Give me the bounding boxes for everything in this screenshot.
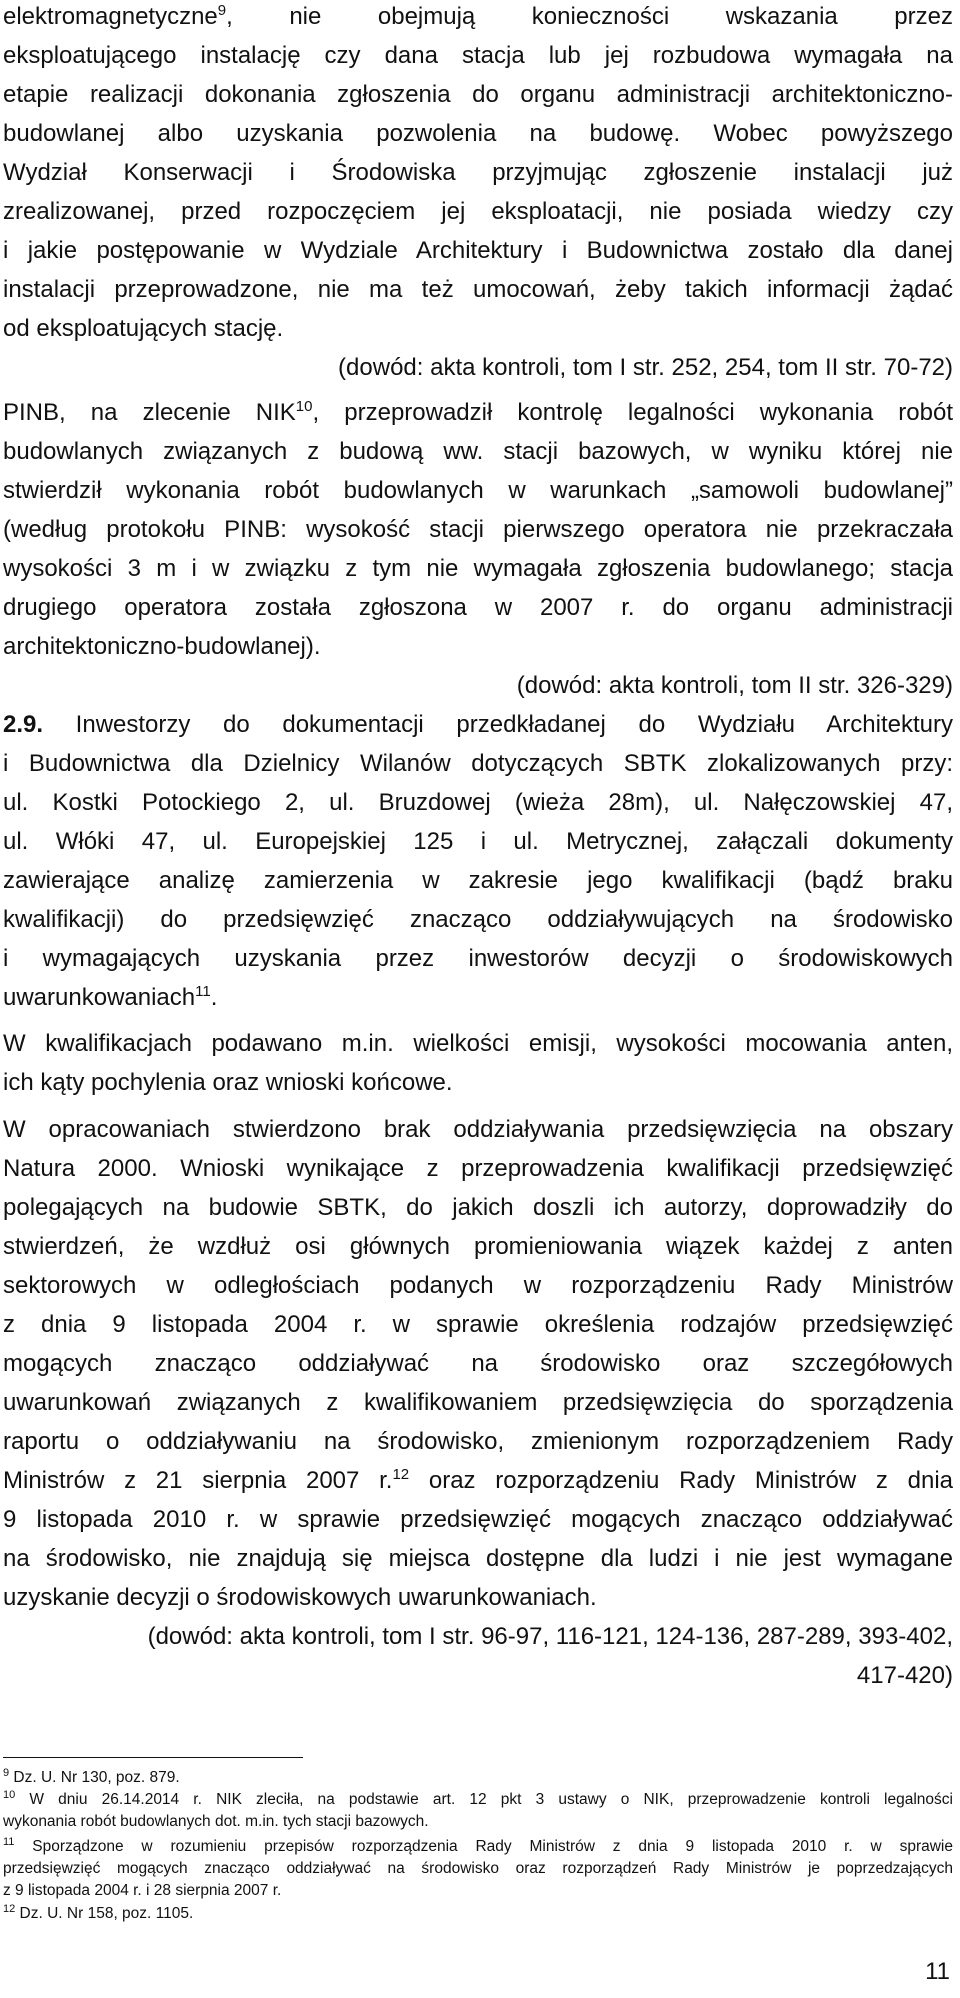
footnote-separator (3, 1757, 303, 1758)
footnote-number: 10 (3, 1789, 16, 1801)
text-line: i wymagających uzyskania przez inwestorów decyzji o środowiskowych (3, 945, 953, 972)
text-line: i jakie postępowanie w Wydziale Architektury i Budownictwa zostało dla danej (3, 237, 953, 264)
text-line: (dowód: akta kontroli, tom I str. 96-97, 116-121, 124-136, 287-289, 393-402, (147, 1623, 953, 1650)
text-line: uzyskanie decyzji o środowiskowych uwarunkowaniach. (3, 1584, 597, 1611)
footnote-ref[interactable]: 10 (295, 398, 313, 415)
footnote-number: 12 (3, 1903, 16, 1915)
text-line: budowlanej albo uzyskania pozwolenia na budowę. Wobec powyższego (3, 120, 953, 147)
footnote-line: z 9 listopada 2004 r. i 28 sierpnia 2007 r. (3, 1882, 282, 1899)
text-line: PINB, na zlecenie NIK$^{10}$, przeprowadził kontrolę legalności wykonania robót (3, 398, 953, 426)
text-line: uwarunkowaniach$^{11}$. (3, 983, 218, 1011)
text-line: ul. Włóki 47, ul. Europejskiej 125 i ul. Metrycznej, załączali dokumenty (3, 828, 953, 855)
footnote-ref[interactable]: 11 (195, 983, 211, 1000)
text-line: elektromagnetyczne$^9$, nie obejmują konieczności wskazania przez (3, 2, 953, 30)
text-line: raportu o oddziaływaniu na środowisko, zmienionym rozporządzeniem Rady (3, 1428, 953, 1455)
text-line: budowlanych związanych z budową ww. stacji bazowych, w wyniku której nie (3, 438, 953, 465)
text-line: architektoniczno-budowlanej). (3, 633, 321, 660)
text-line: wysokości 3 m i w związku z tym nie wymagała zgłoszenia budowlanego; stacja (3, 555, 953, 582)
text-line: Natura 2000. Wnioski wynikające z przeprowadzenia kwalifikacji przedsięwzięć (3, 1155, 953, 1182)
text-line: kwalifikacji) do przedsięwzięć znacząco oddziaływujących na środowisko (3, 906, 953, 933)
text-line: 417-420) (856, 1662, 953, 1689)
text-line: stwierdził wykonania robót budowlanych w warunkach „samowoli budowlanej” (3, 477, 953, 504)
text-line: ich kąty pochylenia oraz wnioski końcowe. (3, 1069, 453, 1096)
text-line: zawierające analizę zamierzenia w zakresie jego kwalifikacji (bądź braku (3, 867, 953, 894)
text-line: etapie realizacji dokonania zgłoszenia do organu administracji architektoniczno- (3, 81, 953, 108)
text-line: eksploatującego instalację czy dana stacja lub jej rozbudowa wymagała na (3, 42, 953, 69)
footnote-line: wykonania robót budowlanych dot. m.in. tych stacji bazowych. (3, 1813, 429, 1830)
text-line: ul. Kostki Potockiego 2, ul. Bruzdowej (wieża 28m), ul. Nałęczowskiej 47, (3, 789, 953, 816)
page-number: 11 (925, 1958, 950, 1985)
text-line: zrealizowanej, przed rozpoczęciem jej eksploatacji, nie posiada wiedzy czy (3, 198, 953, 225)
footnote-ref[interactable]: 9 (217, 2, 227, 19)
text-line: uwarunkowań związanych z kwalifikowaniem przedsięwzięcia do sporządzenia (3, 1389, 953, 1416)
text-line: W opracowaniach stwierdzono brak oddziaływania przedsięwzięcia na obszary (3, 1116, 953, 1143)
text-line: mogących znacząco oddziaływać na środowisko oraz szczegółowych (3, 1350, 953, 1377)
text-line: na środowisko, nie znajdują się miejsca dostępne dla ludzi i nie jest wymagane (3, 1545, 953, 1572)
text-line: instalacji przeprowadzone, nie ma też umocowań, żeby takich informacji żądać (3, 276, 953, 303)
text-line: (dowód: akta kontroli, tom I str. 252, 254, tom II str. 70-72) (338, 354, 953, 381)
footnote-line: $^9$ Dz. U. Nr 130, poz. 879. (3, 1767, 180, 1786)
text-line: Ministrów z 21 sierpnia 2007 r.$^{12}$ oraz rozporządzeniu Rady Ministrów z dnia (3, 1466, 953, 1494)
text-line: W kwalifikacjach podawano m.in. wielkości emisji, wysokości mocowania anten, (3, 1030, 953, 1057)
text-line: (według protokołu PINB: wysokość stacji pierwszego operatora nie przekraczała (3, 516, 953, 543)
text-line: drugiego operatora została zgłoszona w 2007 r. do organu administracji (3, 594, 953, 621)
footnote-ref[interactable]: 12 (392, 1466, 410, 1483)
text-line: sektorowych w odległościach podanych w rozporządzeniu Rady Ministrów (3, 1272, 953, 1299)
footnote-line: $^{12}$ Dz. U. Nr 158, poz. 1105. (3, 1903, 194, 1922)
footnote-number: 9 (3, 1767, 10, 1779)
text-line: polegających na budowie SBTK, do jakich doszli ich autorzy, doprowadziły do (3, 1194, 953, 1221)
text-line: 2.9. Inwestorzy do dokumentacji przedkładanej do Wydziału Architektury (3, 711, 953, 738)
text-line: od eksploatujących stację. (3, 315, 284, 342)
footnote-line: $^{11}$ Sporządzone w rozumieniu przepisów rozporządzenia Rady Ministrów z dnia 9 listopada 2010 r. w sprawie (3, 1836, 953, 1855)
text-line: (dowód: akta kontroli, tom II str. 326-329) (516, 672, 953, 699)
footnote-line: przedsięwzięć mogących znacząco oddziaływać na środowisko oraz rozporządzeń Rady Ministrów je poprzedzających (3, 1860, 953, 1877)
text-line: z dnia 9 listopada 2004 r. w sprawie określenia rodzajów przedsięwzięć (3, 1311, 953, 1338)
section-number: 2.9. (3, 711, 44, 738)
text-line: stwierdzeń, że wzdłuż osi głównych promieniowania wiązek każdej z anten (3, 1233, 953, 1260)
footnote-number: 11 (3, 1836, 15, 1848)
text-line: 9 listopada 2010 r. w sprawie przedsięwzięć mogących znacząco oddziaływać (3, 1506, 953, 1533)
text-line: i Budownictwa dla Dzielnicy Wilanów dotyczących SBTK zlokalizowanych przy: (3, 750, 953, 777)
text-line: Wydział Konserwacji i Środowiska przyjmując zgłoszenie instalacji już (3, 159, 953, 186)
footnote-line: $^{10}$ W dniu 26.14.2014 r. NIK zleciła, na podstawie art. 12 pkt 3 ustawy o NIK, przeprowadzenie kontroli legalności (3, 1789, 953, 1808)
